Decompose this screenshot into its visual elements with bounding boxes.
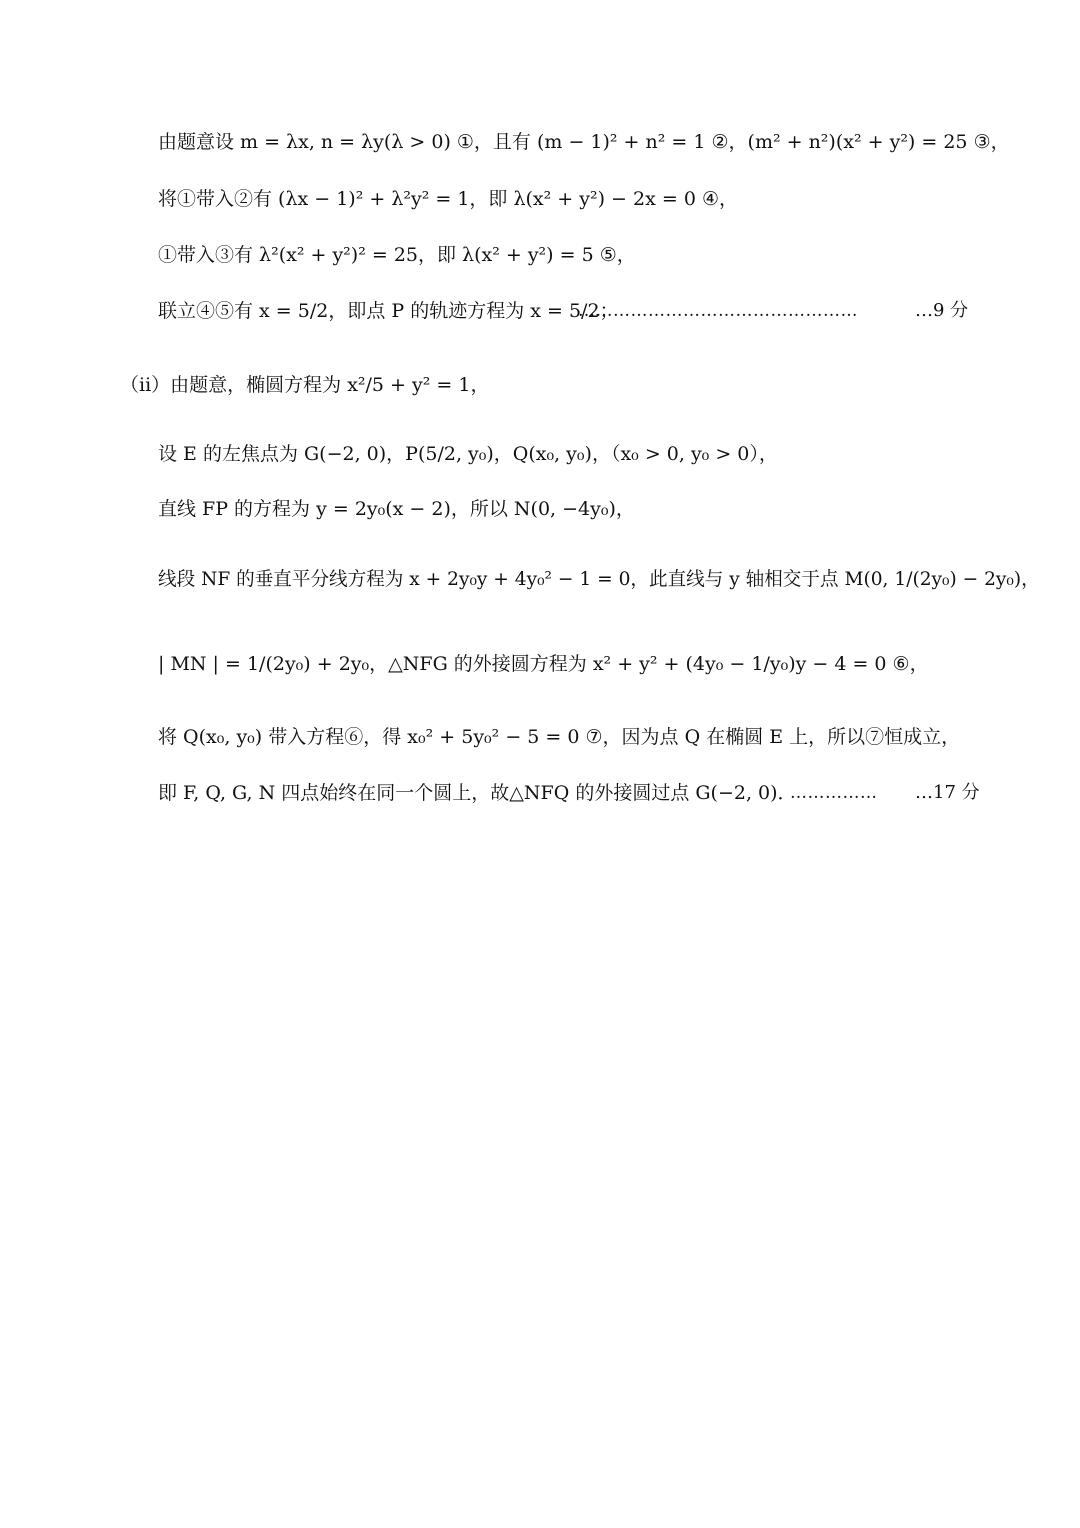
solution-line-3: ①带入③有 λ²(x² + y²)² = 25，即 λ(x² + y²) = 5 ⑤， [158, 244, 636, 266]
solution-line-1: 由题意设 m = λx, n = λy(λ > 0) ①，且有 (m − 1)² + n² = 1 ②，(m² + n²)(x² + y²) = 25 ③， [158, 131, 1010, 153]
solution-line-9: | MN | = 1/(2y₀) + 2y₀，△NFG 的外接圆方程为 x² + y² + (4y₀ − 1/y₀)y − 4 = 0 ⑥， [158, 653, 929, 675]
solution-line-4: 联立④⑤有 x = 5/2，即点 P 的轨迹方程为 x = 5/2； [158, 300, 619, 322]
solution-line-10: 将 Q(x₀, y₀) 带入方程⑥，得 x₀² + 5y₀² − 5 = 0 ⑦，因为点 Q 在椭圆 E 上，所以⑦恒成立， [158, 726, 961, 748]
solution-line-2: 将①带入②有 (λx − 1)² + λ²y² = 1，即 λ(x² + y²) − 2x = 0 ④， [158, 188, 738, 210]
solution-line-6: 设 E 的左焦点为 G(−2, 0)，P(5/2, y₀)，Q(x₀, y₀)，（x₀ > 0, y₀ > 0）， [158, 443, 778, 465]
score-9-points: …9 分 [915, 300, 969, 321]
leader-dots-17: …………… [790, 783, 878, 803]
leader-dots-9: ………………………………………… [578, 301, 858, 321]
solution-line-7: 直线 FP 的方程为 y = 2y₀(x − 2)，所以 N(0, −4y₀)， [158, 498, 635, 520]
solution-line-5: （ii）由题意，椭圆方程为 x²/5 + y² = 1， [120, 374, 490, 396]
score-17-points: …17 分 [915, 782, 980, 803]
solution-line-11: 即 F, Q, G, N 四点始终在同一个圆上，故△NFQ 的外接圆过点 G(−2, 0)． [158, 782, 797, 804]
solution-line-8: 线段 NF 的垂直平分线方程为 x + 2y₀y + 4y₀² − 1 = 0，此直线与 y 轴相交于点 M(0, 1/(2y₀) − 2y₀)， [158, 568, 1040, 590]
